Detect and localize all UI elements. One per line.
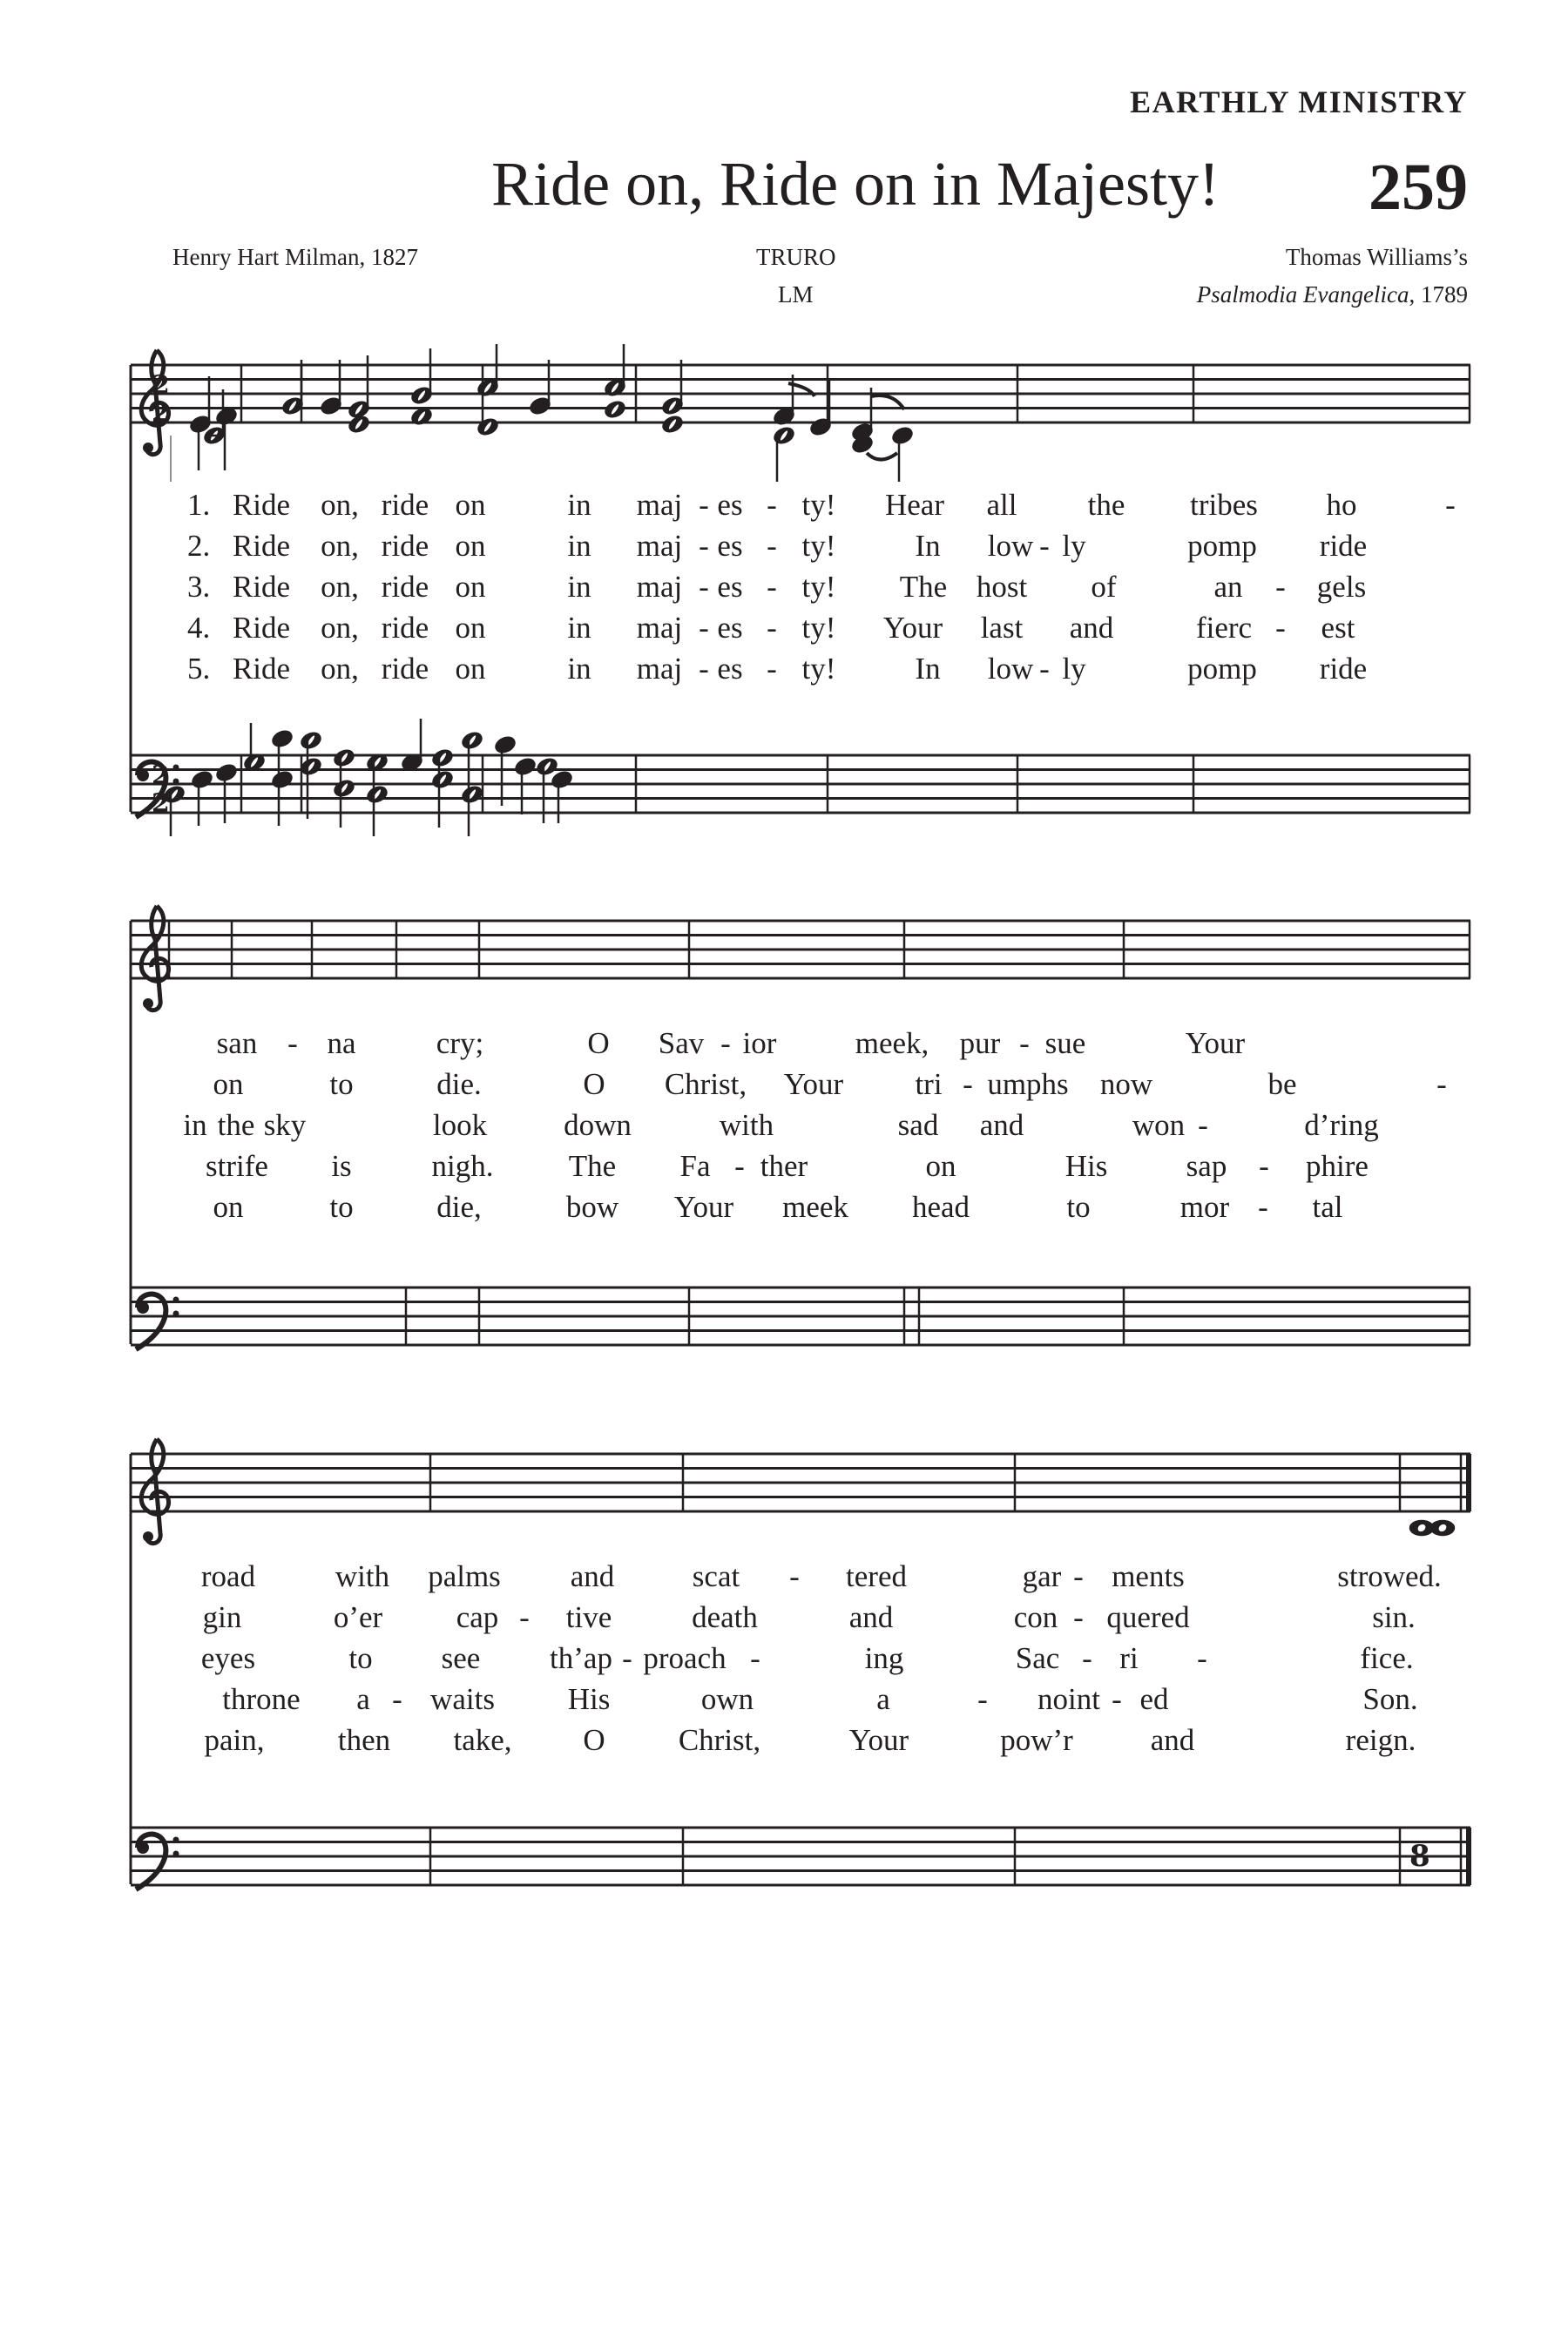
verse-line: road with palms and scat - tered gar - ments strowed. bbox=[200, 1559, 1442, 1593]
meter: LM bbox=[778, 281, 814, 308]
tune-name: TRURO bbox=[756, 244, 836, 270]
svg-text:2: 2 bbox=[152, 788, 170, 819]
verse-line: throne a - waits His own a - noint - ed Son. bbox=[222, 1682, 1418, 1716]
music-source-year: , 1789 bbox=[1409, 281, 1468, 308]
svg-text:2: 2 bbox=[152, 760, 170, 791]
verse-line: 3. Ride on, ride on in maj - es - ty! The host of an - gels bbox=[187, 570, 1367, 604]
verse-line: eyes to see th’ap - proach - ing Sac - ri - fice. bbox=[200, 1641, 1414, 1675]
verse-line: on to die. O Christ, Your tri - umphs now be - bbox=[213, 1067, 1447, 1101]
svg-text:8: 8 bbox=[1409, 1839, 1430, 1874]
verse-line: strife is nigh. The Fa - ther on His sap - phire bbox=[206, 1149, 1369, 1183]
hymn-title: Ride on, Ride on in Majesty! bbox=[491, 149, 1220, 219]
verse-line: san - na cry; O Sav - ior meek, pur - sue Your bbox=[216, 1026, 1246, 1060]
verse-line: 5. Ride on, ride on in maj - es - ty! In low - ly pomp ride bbox=[187, 652, 1368, 686]
text-author-credit: Henry Hart Milman, 1827 bbox=[172, 244, 418, 270]
section-heading: EARTHLY MINISTRY bbox=[1130, 84, 1468, 119]
verse-line: 4. Ride on, ride on in maj - es - ty! Your last and fierc - est bbox=[187, 611, 1355, 645]
music-source-credit: Thomas Williams’s bbox=[1285, 244, 1468, 270]
verse-line: on to die, bow Your meek head to mor - tal bbox=[213, 1190, 1343, 1224]
svg-text:2: 2 bbox=[152, 398, 170, 429]
verse-line: 2. Ride on, ride on in maj - es - ty! In low - ly pomp ride bbox=[187, 529, 1368, 563]
verse-line: 1. Ride on, ride on in maj - es - ty! Hear all the tribes ho - bbox=[187, 488, 1456, 522]
hymn-number: 259 bbox=[1369, 151, 1468, 224]
verse-line: pain, then take, O Christ, Your pow’r and reign. bbox=[204, 1723, 1416, 1757]
music-source-book: Psalmodia Evangelica bbox=[1196, 281, 1409, 308]
verse-line: gin o’er cap - tive death and con - quered sin. bbox=[202, 1600, 1416, 1634]
verse-line: in the sky look down with sad and won - d’ring bbox=[183, 1108, 1379, 1142]
svg-text:2: 2 bbox=[152, 370, 170, 401]
